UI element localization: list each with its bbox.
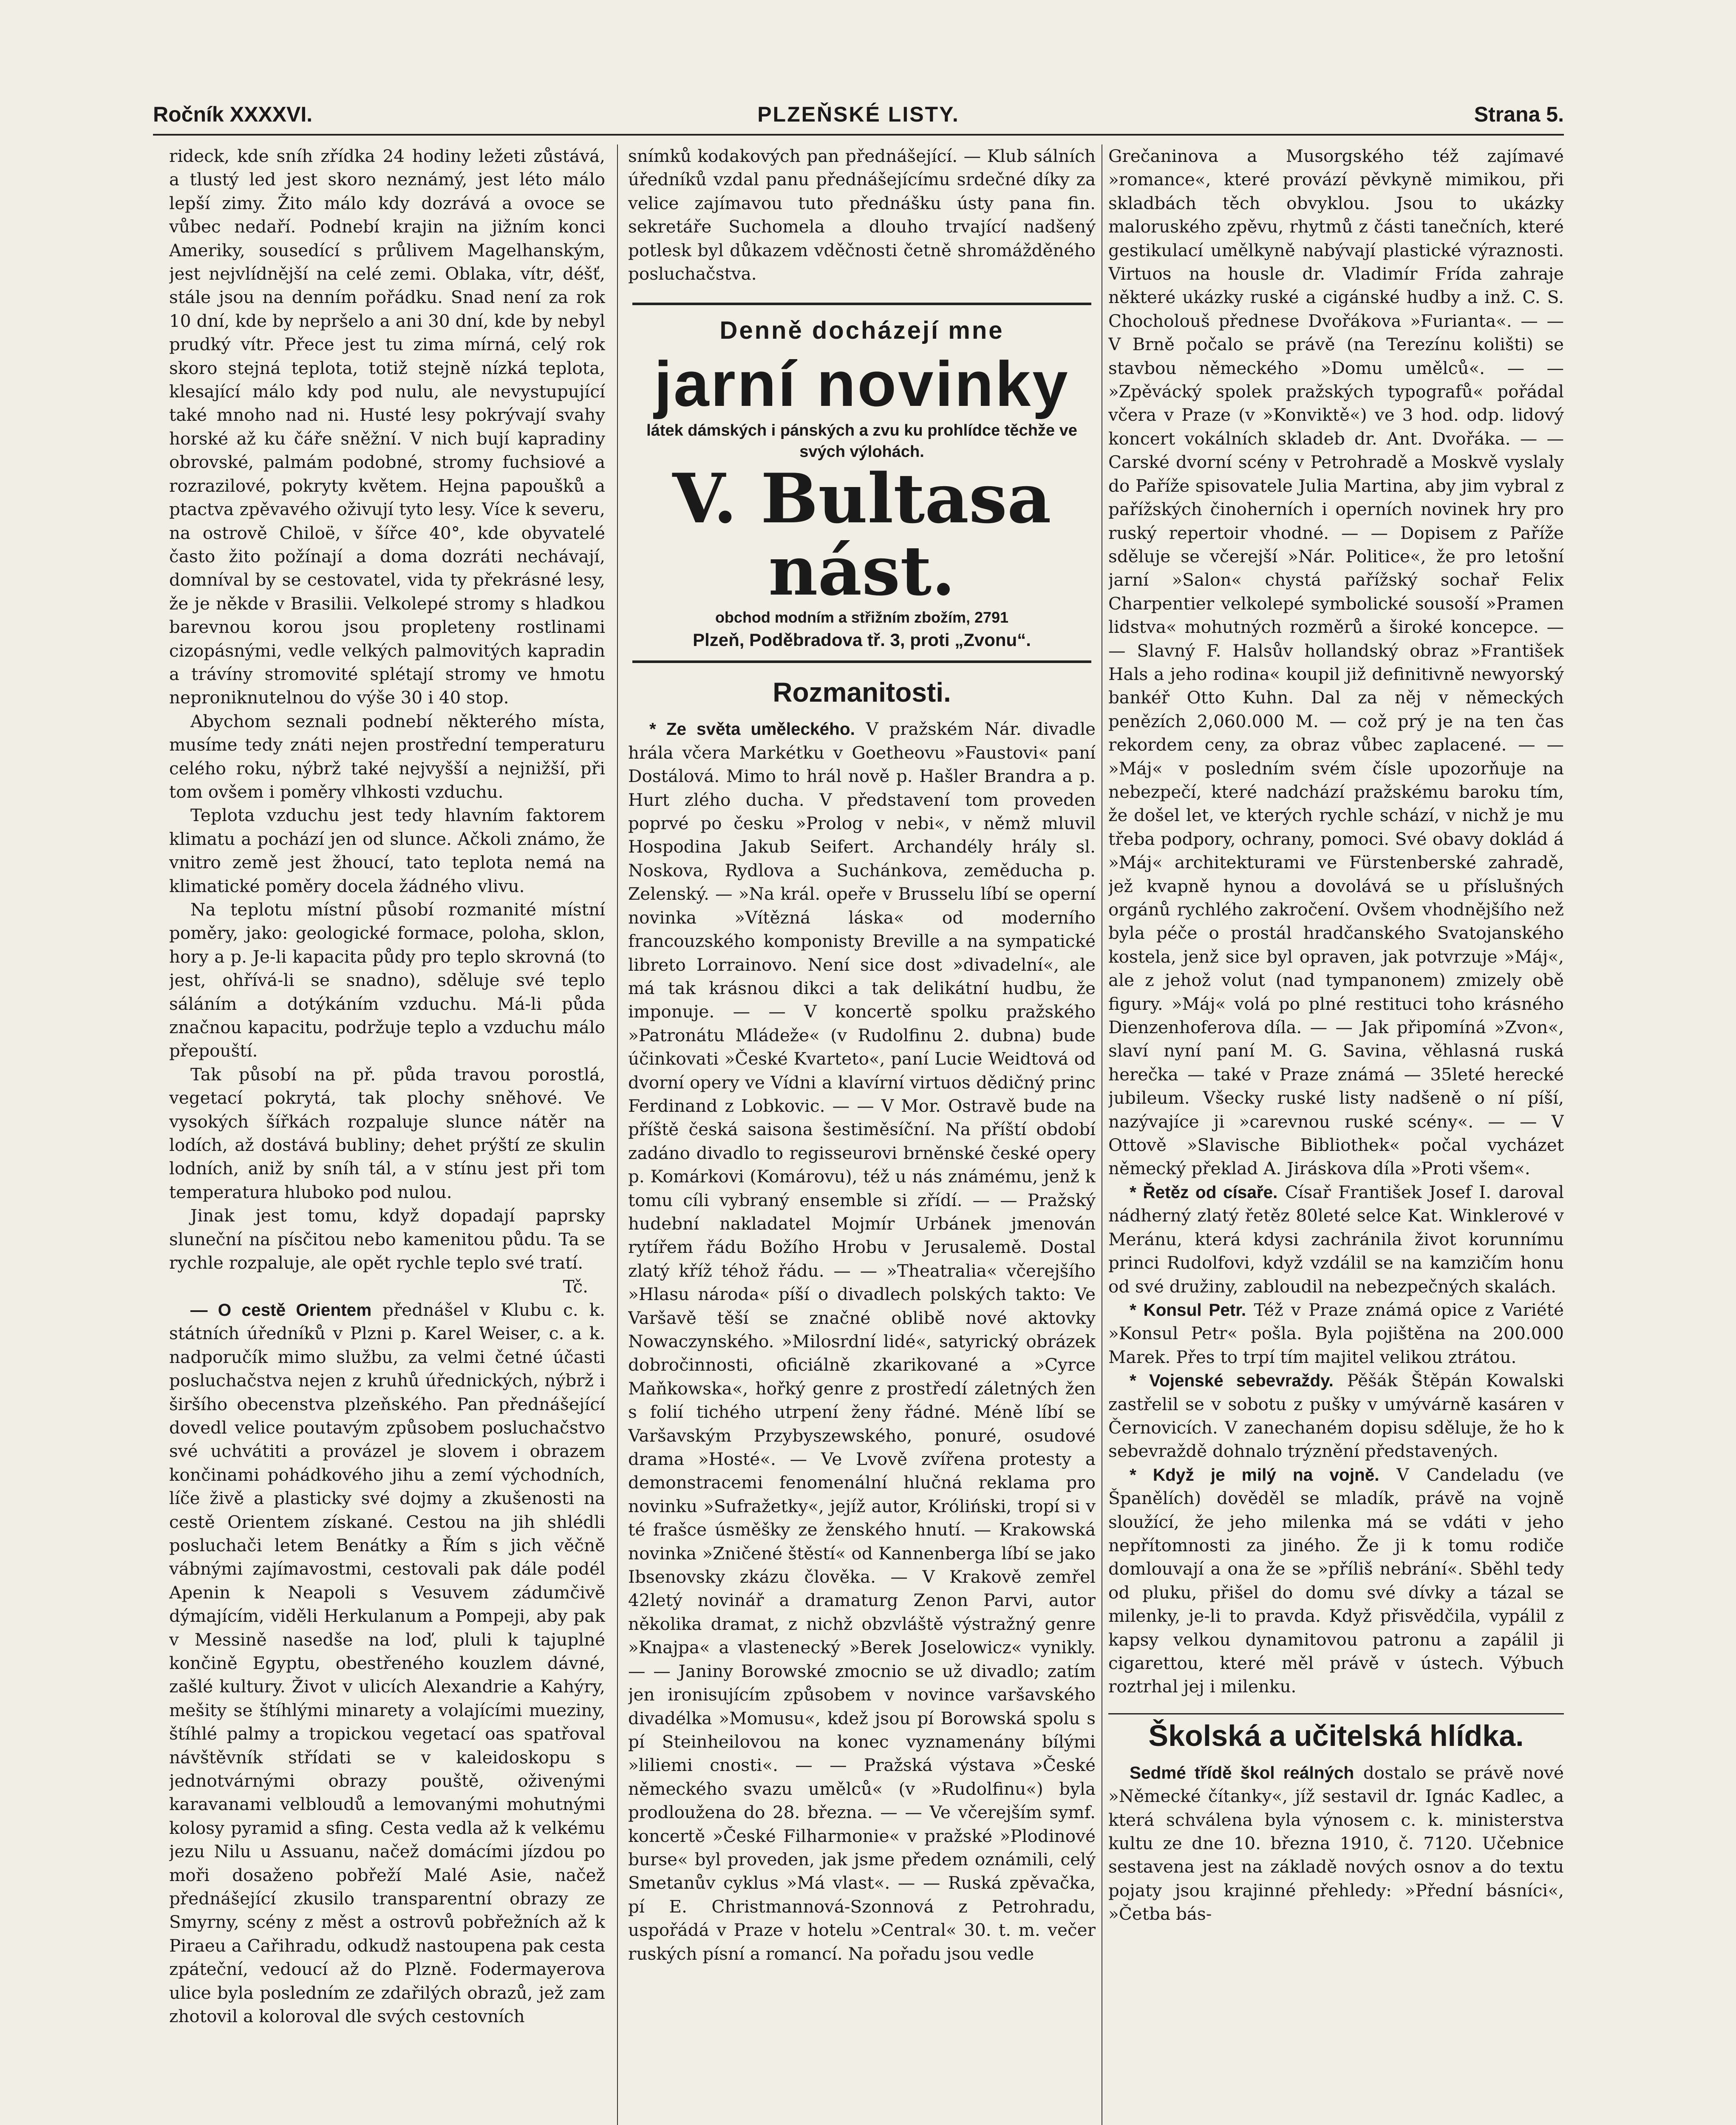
ad-company: V. Bultasa nást. (672, 459, 1051, 611)
article-paragraph: Grečaninova a Musorgského též zajímavé »romance«, které provází pěvkyně mimikou, při skladbách těch obvyklou. Jsou to ukázky maloruského zpěvu, rhytmů z části tanečních, které gestikulací umělkyně nabývají plastické výraznosti. Virtuos na housle dr. Vladimír Frída zahraje některé ukázky ruské a cigánské hudby a inž. C. S. Chocholouš přednese Dvořákova »Furianta«. — — V Brně počalo se právě (na Terezínu kolišti) se stavbou německého »Domu umělců«. — — »Zpěvácký spolek pražských typografů« pořádal včera v Praze (v »Konviktě«) ve 3 hod. odp. lidový koncert vokálních skladeb dr. Ant. Dvořáka. — — Carské dvorní scény v Petrohradě a Moskvě vyslaly do Paříže spisovatele Julia Martina, aby jim vybral z pařížských činoherních i operních novinek hry pro ruský repertoir vhodné. — — Dopisem z Paříže sděluje se včerejší »Nár. Politice«, že pro letošní jarní »Salon« chystá pařížský sochař Felix Charpentier velkolepé symbolické sousoší »Pramen lidstva« mohutných rozměrů a široké koncepce. — — Slavný F. Halsův hollandský obraz »František Hals a jeho rodina« koupil již definitivně newyorský bankéř Otto Kuhn. Dal za něj v německých penězích 2,060.000 M. — což prý je na ten čas rekordem ceny, za obraz vůbec zaplacené. — — »Máj« v posledním svém čísle upozorňuje na nebezpečí, které nadchází pražskému baroku tím, že došel let, ve kterých rychle schází, v nichž je mu třeba podpory, ochrany, pomoci. Své obavy doklád á »Máj« architekturami ve Fürstenberské zahradě, jež kvapně hynou a dovolává se u příslušných orgánů rychlého zakročení. Ovšem vhodnějšího než byla péče o prostál hradčanského Svatojanského kostela, jenž sice byl opraven, jak potvrzuje »Máj«, ale z jehož volut (nad tympanonem) zmizely obě figury. »Máj« volá po plné restituci toho krásného Dienzenhoferova díla. — — Jak připomíná »Zvon«, slaví nyní paní M. G. Savina, věhlasná ruská herečka — také v Praze známá — 35leté herecké jubileum. Všecky ruské listy nadšeně o ní píší, nazývajíce ji »carevnou ruské scény«. — — V Ottově »Slavische Bibliothek« počal vycházet německý překlad A. Jiráskova díla »Proti všem«. (1108, 146, 1564, 1179)
ad-address: Plzeň, Poděbradova tř. 3, proti „Zvonu“. (693, 630, 1031, 650)
article-title: * Vojenské sebevraždy. (1130, 1371, 1334, 1391)
column-divider (617, 144, 618, 2125)
article-paragraph: Na teplotu místní působí rozmanité místní poměry, jako: geologické formace, poloha, sklon, hory a p. Je-li kapacita půdy pro teplo skrovná (to jest, ohřívá-li se snadno), sděluje své teplo sáláním a dotýkáním vzduchu. Má-li půda značnou kapacitu, podržuje teplo a vzduchu málo přepouští. (169, 899, 605, 1061)
ad-line: látek dámských i pánských a zvu ku prohlídce těchže ve svých výlohách. (646, 422, 1077, 461)
article-body: Pěšák Štěpán Kowalski zastřelil se v sobotu z pušky v umývárně kasáren v Černovicích. V zanechaném dopisu sděluje, že ho k sebevraždě dohnalo trýznění představených. (1108, 1370, 1564, 1462)
ad-headline: jarní novinky (654, 348, 1070, 420)
article-paragraph (628, 717, 1096, 1966)
article-paragraph (169, 1298, 605, 2029)
newspaper-title: PLZEŇSKÉ LISTY. (757, 102, 960, 126)
article-paragraph (1108, 1181, 1564, 1298)
ad-line: Denně docházejí mne (719, 317, 1004, 345)
page-number: Strana 5. (1474, 102, 1564, 126)
article-title: Sedmé třídě škol reálných (1130, 1762, 1354, 1782)
article-paragraph: Abychom seznali podnebí některého místa, musíme tedy znáti nejen prostřední temperaturu celého roku, nýbrž také nejvyšší a nejnižší, při tom ovšem i poměry vlhkosti vzduchu. (169, 711, 605, 802)
column-2 (628, 144, 1096, 2125)
page-header (153, 98, 1564, 128)
article-paragraph: Tak působí na př. půda travou porostlá, vegetací pokrytá, tak plochy sněhové. Ve vysokých šířkách rozpaluje slunce nátěr na lodích, až dostává bubliny; dehet prýští ze skulin lodních, aniž by sníh tál, a v stínu jest při tom temperatura hluboko pod nulou. (169, 1064, 605, 1202)
article-body: Též v Praze známá opice z Variété »Konsul Petr« pošla. Byla pojištěna na 200.000 Marek. Přes to trpí tím majitel velikou ztrátou. (1108, 1299, 1564, 1367)
article-paragraph (1108, 1463, 1564, 1699)
article-body: V Candeladu (ve Španělích) dověděl se mladík, právě na vojně sloužící, že jeho milenka má se vdáti v jeho nepřítomnosti za jiného. Že ji k tomu rodiče domlouvají a ona že se »příliš nebrání«. Sběhl tedy od pluku, přišel do domu své dívky a tázal se milenky, je-li to pravda. Když přisvědčila, vypálil z kapsy velkou dynamitovou patronu a zapálil ji cigarettou, které měl právě v ústech. Výbuch roztrhal jej i milenku. (1108, 1464, 1564, 1697)
column-1 (169, 144, 605, 2125)
article-paragraph: snímků kodakových pan přednášející. — Klub sálních úředníků vzdal panu přednášejícímu srdečné díky za velice zajímavou tuto přednášku ústy pana fin. sekretáře Suchomela a dlouho trvající nadšený potlesk byl důkazem vděčnosti četně shromážděného posluchačstva. (628, 146, 1096, 284)
author-signature: Tč. (563, 1276, 588, 1297)
article-body: přednášel v Klubu c. k. státních úředníků v Plzni p. Karel Weiser, c. a k. nadporučík mimo službu, za velmi četné účasti posluchačstva nejen z kruhů úřednických, nýbrž i širšího obecenstva plzeňského. Pan přednášející dovedl velice poutavým způsobem posluchačstvo své uchvátiti a provázel je slovem i obrazem končinami pohádkového jihu a zemí východních, líče živě a plasticky své dojmy a zkušenosti na cestě Orientem získané. Cestou na jih shlédli posluchači letem Benátky a Řím s jich věčně vábnými zajímavostmi, cestovali pak dále podél Apenin k Neapoli s Vesuvem zádumčivě dýmajícím, viděli Herkulanum a Pompeji, aby pak v Messině nasedše na loď, pluli k tajuplné končině Egyptu, obestřeného kouzlem dávné, zašlé kultury. Život v ulicích Alexandrie a Kahýry, mešity se štíhlými minarety a volajícími mueziny, štíhlé palmy a tropickou vegetací oas spatřoval návštěvník střídati se v kaleidoskopu s jednotvárnými obrazy pouště, oživenými karavanami velbloudů a lemovanými mohutnými kolosy pyramid a sfing. Cesta vedla až k velkému jezu Nilu u Assuanu, načež domácími jízdou po moři dosaženo pobřeží Malé Asie, načež přednášející zkusilo transparentní obrazy ze Smyrny, scény z měst a ostrovů pobřežních až k Piraeu a Cařihradu, odkudž nastoupena pak cesta zpáteční, vedoucí až do Plzně. Fodermayerova ulice byla posledním ze zdařilých obrazů, jež zam zhotovil a koloroval dle svých cestovních (169, 1299, 605, 2027)
volume-label: Ročník XXXXVI. (153, 102, 313, 126)
ad-line: obchod modním a střižním zbožím, 2791 (715, 609, 1009, 626)
article-paragraph: Jinak jest tomu, když dopadají paprsky sluneční na písčitou nebo kamenitou půdu. Ta se rychle rozpaluje, ale opět rychle teplo své tratí. (169, 1205, 605, 1273)
article-body: dostalo se právě nové »Německé čítanky«, jíž sestavil dr. Ignác Kadlec, a která schválena byla výnosem c. k. ministerstva kultu ze dne 10. března 1910, č. 7120. Učebnice sestavena jest na základě nových osnov a do textu pojaty jsou krajinné přehledy: »Přední básníci«, »Četba bás- (1108, 1762, 1564, 1924)
article-title: — O cestě Orientem (190, 1300, 372, 1320)
article-paragraph: Teplota vzduchu jest tedy hlavním faktorem klimatu a pochází jen od slunce. Ačkoli známo, že vnitro země jest žhoucí, tato teplota nemá na klimatické poměry docela žádného vlivu. (169, 805, 605, 896)
section-heading: Rozmanitosti. (773, 677, 951, 708)
article-paragraph (1108, 1761, 1564, 1926)
advertisement (632, 303, 1091, 663)
column-3 (1108, 144, 1564, 2125)
article-body: Císař František Josef I. daroval nádherný zlatý řetěz 80leté selce Kat. Winklerové v Meránu, která kdysi zachránila život korunnímu princi Rudolfovi, když vzdálil se na kamzičím honu od své družiny, zabloudil na nebezpečných skalách. (1108, 1182, 1564, 1297)
article-paragraph: rideck, kde sníh zřídka 24 hodiny ležeti zůstává, a tlustý led jest skoro neznámý, jest léto málo lepší zimy. Žito málo kdy dozrává a ovoce se vůbec nedaří. Podnebí krajin na jižním konci Ameriky, sousedící s průlivem Magelhanským, jest nejvlídnější na celé zemi. Oblaka, vítr, déšť, stále jsou na denním pořádku. Snad není za rok 10 dní, kde by nepršelo a ani 30 dní, kde by nebyl prudký vítr. Přece jest tu zima mírná, celý rok skoro stejná teplota, totiž stejně nízká teplota, klesající málo kdy pod nulu, ale nevystupující také mnoho nad ni. Husté lesy pokrývají svahy horské až ku čáře sněžní. V nich bují kapradiny obrovské, palmám podobné, stromy fuchsiové a rozrazilové, pokryty květem. Hejna papoušků a ptactva zpěvavého oživují tyto lesy. Více k severu, na ostrově Chiloë, v šířce 40°, kde obyvatelé často žito požínají a doma dozráti nechávají, domníval by se cestovatel, vida ty překrásné lesy, že je někde v Brasilii. Velkolepé stromy s hladkou barevnou korou jsou propleteny rostlinami cizopásnými, vedle velkých palmovitých kapradin a trávíny stromovité splétají stromy ve hmotu neproniknutelnou do výše 30 i 40 stop. (169, 146, 605, 708)
article-paragraph (1108, 1298, 1564, 1369)
article-paragraph (1108, 1369, 1564, 1463)
header-rule (153, 134, 1564, 136)
article-title: * Řetěz od císaře. (1130, 1182, 1278, 1202)
section-heading: Školská a učitelská hlídka. (1108, 1713, 1564, 1757)
article-title: * Ze světa uměleckého. (649, 719, 855, 739)
article-body: V pražském Nár. divadle hrála včera Markétku v Goetheovu »Faustovi« paní Dostálová. Mimo to hrál nově p. Hašler Brandra a p. Hurt zlého ducha. V představení tom proveden poprvé po česku »Prolog v nebi«, v němž mluvil Hospodina Jakub Seifert. Archandély hrály sl. Noskova, Rydlova a Suchánkova, zeměducha p. Zelenský. — »Na král. opeře v Brusselu líbí se operní novinka »Vítězná láska« od moderního francouzského komponisty Breville a na sympatické libreto Lorrainovo. Není sice dost »divadelní«, ale má tak krásnou dikci a tak delikátní hudbu, že imponuje. — — V koncertě spolku pražského »Patronátu Mládeže« (v Rudolfinu 2. dubna) bude účinkovati »České Kvarteto«, paní Lucie Weidtová od dvorní opery ve Vídni a klavírní virtuos dědičný princ Ferdinand z Lobkovic. — — V Mor. Ostravě bude na příště česká saisona šestiměsíční. Na příští období zadáno divadlo to regisseurovi brněnské české opery p. Komárkovi (Komárovu), též u nás známému, jenž k tomu cíli vybraný ensemble si zřídí. — — Pražský hudební nakladatel Mojmír Urbánek jmenován rytířem řádu Božího Hrobu v Jerusalemě. Dostal zlatý kříž téhož řádu. — — »Theatralia« včerejšího »Hlasu národa« píší o divadlech polských takto: Ve Varšavě těší se značné oblibě nové aktovky Nowaczynského. »Milosrdní lidé«, satyrický obrázek dobročinnosti, oficiálně zkarikované a »Cyrce Maňkowska«, hořký genre z prostředí záletných žen s folií tichého utrpení ženy řádné. Méně líbí se Varšavským Przybyszewského, ponuré, osudové drama »Hosté«. — Ve Lvově zvířena protesty a demonstracemi fenomenální hlučná reklama pro novinku »Sufražetky«, jejíž autor, Króliński, tropí si v té frašce úsměšky ze ženského hnutí. — Krakowská novinka »Zničené štěstí« od Kannenberga líbí se jako Ibsenovsky zkázu člověka. — V Krakově zemřel 42letý novinář a dramaturg Zenon Parvi, autor několika dramat, z nichž obzvláště výstražný genre »Knajpa« a vlastenecký »Berek Joselowicz« vynikly. — — Janiny Borowské zmocnio se už divadlo; zatím jen ironisujícím způsobem v novince varšavského divadélka »Momusu«, kdež jsou pí Borowská spolu s pí Steinheilovou na konec vyznamenány bílými »liliemi cnosti«. — — Pražská výstava »České německého svazu umělců« (v »Rudolfinu«) byla prodloužena do 28. března. — — Ve včerejším symf. koncertě »České Filharmonie« v pražské »Plodinové burse« byl proveden, jak jsme předem oznámili, celý Smetanův cyklus »Má vlast«. — — Ruská zpěvačka, pí E. Christmannová-Szonnová z Petrohradu, uspořádá v Praze v hotelu »Central« 30. t. m. večer ruských písní a romancí. Na pořadu jsou vedle (628, 719, 1096, 1964)
article-title: * Když je milý na vojně. (1130, 1465, 1379, 1485)
article-title: * Konsul Petr. (1130, 1300, 1246, 1320)
